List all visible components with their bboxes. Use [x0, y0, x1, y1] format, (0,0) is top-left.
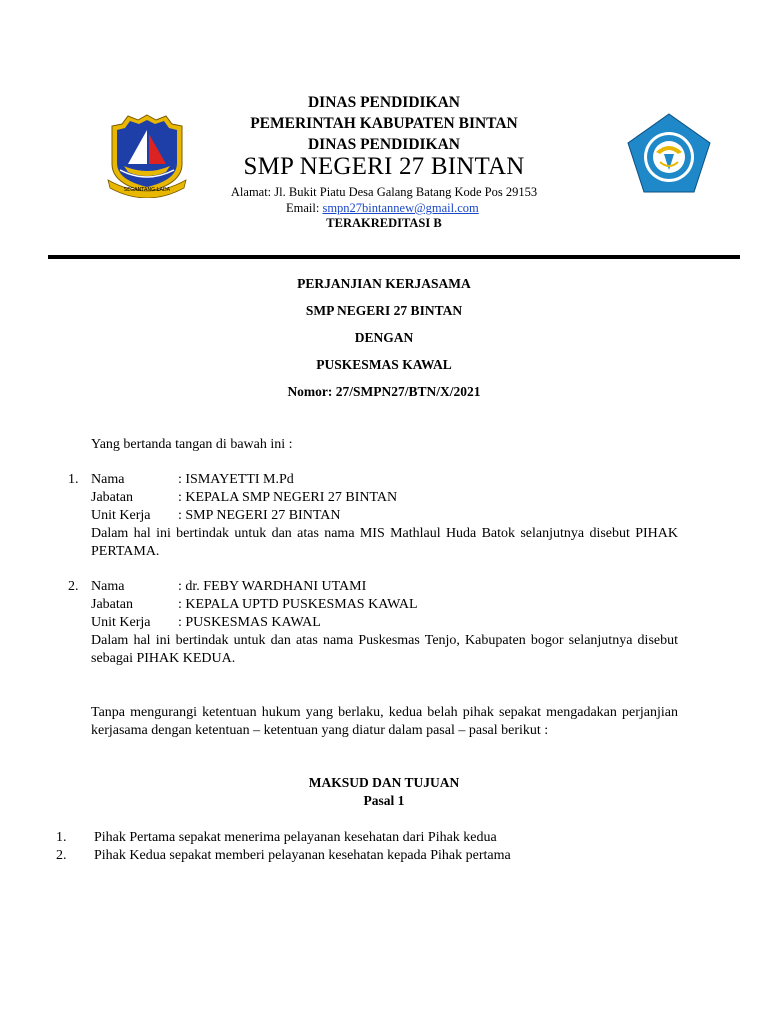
party-1-name: : ISMAYETTI M.Pd — [178, 472, 294, 487]
letterhead-line-3: DINAS PENDIDIKAN — [307, 136, 460, 153]
doc-title-line-1: PERJANJIAN KERJASAMA — [297, 276, 471, 291]
school-email-line — [286, 201, 479, 216]
pasal-item-1-text: Pihak Pertama sepakat menerima pelayanan kesehatan dari Pihak kedua — [94, 830, 497, 845]
letterhead-line-1: DINAS PENDIDIKAN — [307, 94, 460, 111]
accreditation-label: TERAKREDITASI B — [326, 216, 442, 230]
intro-text: Yang bertanda tangan di bawah ini : — [91, 437, 293, 452]
email-link[interactable]: smpn27bintannew@gmail.com — [322, 201, 479, 215]
letterhead-line-2: PEMERINTAH KABUPATEN BINTAN — [250, 115, 518, 132]
pasal-heading: Pasal 1 — [363, 793, 405, 808]
party-1-name-label: Nama — [91, 472, 125, 487]
letterhead-divider — [48, 255, 740, 259]
party-1-unit: : SMP NEGERI 27 BINTAN — [178, 508, 341, 523]
pasal-item-2-text: Pihak Kedua sepakat memberi pelayanan kesehatan kepada Pihak pertama — [94, 848, 511, 863]
party-1-description: Dalam hal ini bertindak untuk dan atas nama MIS Mathlaul Huda Batok selanjutnya disebut PIHAK PERTAMA. — [91, 526, 678, 559]
party-2-description: Dalam hal ini bertindak untuk dan atas nama Puskesmas Tenjo, Kabupaten bogor selanjutnya disebut sebagai PIHAK KEDUA. — [91, 633, 678, 666]
school-name: SMP NEGERI 27 BINTAN — [243, 153, 525, 180]
doc-title-line-4: PUSKESMAS KAWAL — [316, 357, 452, 372]
party-1-number: 1. — [68, 472, 79, 487]
party-2-name-label: Nama — [91, 579, 125, 594]
party-2-unit: : PUSKESMAS KAWAL — [178, 615, 321, 630]
pasal-item-1-number: 1. — [56, 830, 67, 845]
party-1-unit-label: Unit Kerja — [91, 508, 151, 523]
party-2-job: : KEPALA UPTD PUSKESMAS KAWAL — [178, 597, 418, 612]
doc-title-line-3: DENGAN — [354, 330, 414, 345]
email-label: Email: — [286, 201, 323, 215]
emblem-motto-text: SEGANTANG LADA — [123, 187, 171, 193]
doc-number: Nomor: 27/SMPN27/BTN/X/2021 — [287, 384, 481, 399]
agreement-paragraph: Tanpa mengurangi ketentuan hukum yang berlaku, kedua belah pihak sepakat mengadakan perjanjian kerjasama dengan ketentuan – ketentuan yang diatur dalam pasal – pasal berikut : — [91, 705, 678, 738]
school-address: Alamat: Jl. Bukit Piatu Desa Galang Batang Kode Pos 29153 — [230, 185, 538, 199]
pasal-item-2-number: 2. — [56, 848, 67, 863]
doc-title-line-2: SMP NEGERI 27 BINTAN — [305, 303, 463, 318]
party-2-name: : dr. FEBY WARDHANI UTAMI — [178, 579, 367, 594]
party-1-job: : KEPALA SMP NEGERI 27 BINTAN — [178, 490, 398, 505]
party-2-number: 2. — [68, 579, 79, 594]
section-heading: MAKSUD DAN TUJUAN — [308, 775, 460, 790]
party-2-unit-label: Unit Kerja — [91, 615, 151, 630]
party-1-job-label: Jabatan — [91, 490, 133, 505]
party-2-job-label: Jabatan — [91, 597, 133, 612]
